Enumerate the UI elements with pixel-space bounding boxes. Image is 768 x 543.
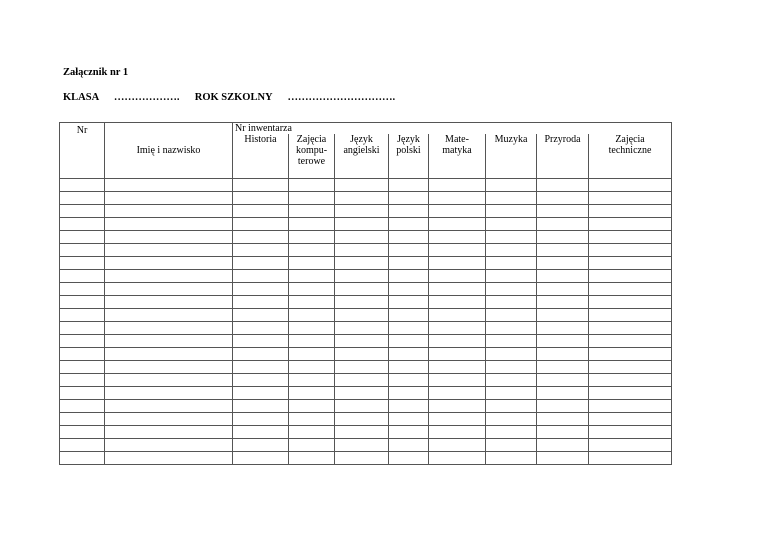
table-cell[interactable] xyxy=(389,283,429,296)
table-cell[interactable] xyxy=(335,296,389,309)
table-cell[interactable] xyxy=(429,192,486,205)
table-cell[interactable] xyxy=(429,374,486,387)
table-cell[interactable] xyxy=(60,296,105,309)
table-cell[interactable] xyxy=(429,218,486,231)
table-cell[interactable] xyxy=(105,413,233,426)
table-row xyxy=(60,387,672,400)
table-cell[interactable] xyxy=(589,244,672,257)
table-cell[interactable] xyxy=(289,192,335,205)
table-cell[interactable] xyxy=(289,218,335,231)
table-cell[interactable] xyxy=(289,296,335,309)
table-cell[interactable] xyxy=(60,309,105,322)
table-cell[interactable] xyxy=(60,335,105,348)
table-cell[interactable] xyxy=(537,283,589,296)
table-cell[interactable] xyxy=(589,257,672,270)
table-cell[interactable] xyxy=(233,374,289,387)
table-cell[interactable] xyxy=(289,257,335,270)
table-row xyxy=(60,348,672,361)
table-cell[interactable] xyxy=(486,413,537,426)
header-row-top xyxy=(60,123,672,135)
table-cell[interactable] xyxy=(289,335,335,348)
table-cell[interactable] xyxy=(389,452,429,465)
table-cell[interactable] xyxy=(429,205,486,218)
table-cell[interactable] xyxy=(537,426,589,439)
table-cell[interactable] xyxy=(289,309,335,322)
table-cell[interactable] xyxy=(289,413,335,426)
table-cell[interactable] xyxy=(105,192,233,205)
table-cell[interactable] xyxy=(60,244,105,257)
table-cell[interactable] xyxy=(429,426,486,439)
table-cell[interactable] xyxy=(60,400,105,413)
table-cell[interactable] xyxy=(429,179,486,192)
table-cell[interactable] xyxy=(289,374,335,387)
table-cell[interactable] xyxy=(429,387,486,400)
table-cell[interactable] xyxy=(486,387,537,400)
table-cell[interactable] xyxy=(429,296,486,309)
table-cell[interactable] xyxy=(389,361,429,374)
table-cell[interactable] xyxy=(429,309,486,322)
table-cell[interactable] xyxy=(60,348,105,361)
school-year-fill-line: …………………………. xyxy=(287,92,396,103)
table-cell[interactable] xyxy=(486,231,537,244)
table-cell[interactable] xyxy=(486,452,537,465)
table-cell[interactable] xyxy=(335,439,389,452)
table-cell[interactable] xyxy=(537,348,589,361)
table-cell[interactable] xyxy=(60,192,105,205)
subject-header-line: kompu- xyxy=(295,145,328,156)
subject-header-line: Historia xyxy=(244,134,277,145)
table-cell[interactable] xyxy=(589,361,672,374)
table-cell[interactable] xyxy=(486,205,537,218)
subject-header xyxy=(389,134,429,179)
table-cell[interactable] xyxy=(289,270,335,283)
table-row xyxy=(60,335,672,348)
subject-header xyxy=(589,134,672,179)
table-cell[interactable] xyxy=(289,426,335,439)
table-cell[interactable] xyxy=(60,231,105,244)
class-year-line xyxy=(63,92,395,103)
table-cell[interactable] xyxy=(537,322,589,335)
table-cell[interactable] xyxy=(429,452,486,465)
table-cell[interactable] xyxy=(537,296,589,309)
subject-header xyxy=(335,134,389,179)
table-cell[interactable] xyxy=(60,426,105,439)
class-label: KLASA xyxy=(63,92,99,103)
subject-header-line: techniczne xyxy=(608,145,652,156)
table-row xyxy=(60,296,672,309)
table-cell[interactable] xyxy=(537,400,589,413)
table-cell[interactable] xyxy=(537,205,589,218)
table-cell[interactable] xyxy=(335,374,389,387)
table-cell[interactable] xyxy=(537,270,589,283)
table-cell[interactable] xyxy=(389,257,429,270)
table-cell[interactable] xyxy=(60,322,105,335)
table-cell[interactable] xyxy=(233,413,289,426)
table-cell[interactable] xyxy=(537,179,589,192)
table-row xyxy=(60,452,672,465)
table-cell[interactable] xyxy=(537,452,589,465)
table-cell[interactable] xyxy=(105,387,233,400)
subject-header-line: Zajęcia xyxy=(615,134,645,145)
table-row xyxy=(60,426,672,439)
table-cell[interactable] xyxy=(289,400,335,413)
subject-header xyxy=(429,134,486,179)
table-cell[interactable] xyxy=(105,270,233,283)
table-cell[interactable] xyxy=(289,283,335,296)
table-cell[interactable] xyxy=(486,335,537,348)
table-cell[interactable] xyxy=(589,322,672,335)
table-cell[interactable] xyxy=(233,322,289,335)
table-cell[interactable] xyxy=(233,400,289,413)
table-row xyxy=(60,439,672,452)
table-cell[interactable] xyxy=(335,348,389,361)
table-cell[interactable] xyxy=(335,335,389,348)
table-cell[interactable] xyxy=(389,348,429,361)
table-cell[interactable] xyxy=(105,348,233,361)
table-cell[interactable] xyxy=(589,374,672,387)
table-cell[interactable] xyxy=(486,270,537,283)
table-cell[interactable] xyxy=(233,257,289,270)
table-cell[interactable] xyxy=(60,361,105,374)
table-cell[interactable] xyxy=(537,218,589,231)
table-cell[interactable] xyxy=(233,270,289,283)
table-cell[interactable] xyxy=(389,374,429,387)
table-cell[interactable] xyxy=(389,270,429,283)
table-cell[interactable] xyxy=(335,218,389,231)
table-cell[interactable] xyxy=(589,205,672,218)
table-cell[interactable] xyxy=(233,335,289,348)
table-cell[interactable] xyxy=(389,413,429,426)
table-cell[interactable] xyxy=(289,361,335,374)
table-cell[interactable] xyxy=(289,348,335,361)
table-cell[interactable] xyxy=(429,439,486,452)
table-cell[interactable] xyxy=(335,426,389,439)
table-row xyxy=(60,244,672,257)
table-cell[interactable] xyxy=(289,452,335,465)
table-cell[interactable] xyxy=(537,413,589,426)
table-cell[interactable] xyxy=(335,387,389,400)
table-cell[interactable] xyxy=(233,231,289,244)
table-cell[interactable] xyxy=(105,218,233,231)
table-cell[interactable] xyxy=(335,179,389,192)
table-cell[interactable] xyxy=(289,231,335,244)
table-cell[interactable] xyxy=(335,244,389,257)
table-cell[interactable] xyxy=(60,387,105,400)
table-cell[interactable] xyxy=(589,426,672,439)
table-cell[interactable] xyxy=(589,452,672,465)
table-cell[interactable] xyxy=(335,400,389,413)
table-cell[interactable] xyxy=(537,244,589,257)
table-cell[interactable] xyxy=(537,361,589,374)
table-cell[interactable] xyxy=(335,257,389,270)
table-cell[interactable] xyxy=(60,270,105,283)
table-cell[interactable] xyxy=(389,192,429,205)
subject-header-line: Mate- xyxy=(445,134,469,145)
table-cell[interactable] xyxy=(233,179,289,192)
table-cell[interactable] xyxy=(335,413,389,426)
table-cell[interactable] xyxy=(389,179,429,192)
subject-header-line: Zajęcia xyxy=(296,134,327,145)
table-cell[interactable] xyxy=(589,335,672,348)
table-cell[interactable] xyxy=(233,205,289,218)
table-cell[interactable] xyxy=(589,179,672,192)
table-cell[interactable] xyxy=(429,231,486,244)
table-cell[interactable] xyxy=(389,296,429,309)
table-row xyxy=(60,283,672,296)
table-cell[interactable] xyxy=(486,309,537,322)
table-cell[interactable] xyxy=(486,192,537,205)
table-cell[interactable] xyxy=(389,218,429,231)
table-cell[interactable] xyxy=(233,361,289,374)
table-row xyxy=(60,309,672,322)
table-cell[interactable] xyxy=(589,413,672,426)
inventory-number-header: Nr inwentarza xyxy=(233,123,672,135)
table-cell[interactable] xyxy=(105,257,233,270)
table-cell[interactable] xyxy=(486,400,537,413)
table-cell[interactable] xyxy=(537,231,589,244)
table-cell[interactable] xyxy=(233,426,289,439)
table-row xyxy=(60,179,672,192)
table-cell[interactable] xyxy=(233,218,289,231)
table-row xyxy=(60,192,672,205)
table-cell[interactable] xyxy=(335,231,389,244)
table-cell[interactable] xyxy=(486,257,537,270)
table-cell[interactable] xyxy=(537,257,589,270)
subject-header xyxy=(289,134,335,179)
subject-header-line: matyka xyxy=(442,145,472,156)
table-cell[interactable] xyxy=(537,309,589,322)
table-cell[interactable] xyxy=(233,439,289,452)
table-cell[interactable] xyxy=(105,374,233,387)
table-cell[interactable] xyxy=(105,439,233,452)
table-cell[interactable] xyxy=(389,322,429,335)
table-cell[interactable] xyxy=(486,283,537,296)
table-cell[interactable] xyxy=(389,387,429,400)
table-cell[interactable] xyxy=(335,309,389,322)
table-cell[interactable] xyxy=(429,348,486,361)
table-row xyxy=(60,322,672,335)
table-cell[interactable] xyxy=(429,413,486,426)
table-cell[interactable] xyxy=(60,179,105,192)
table-row xyxy=(60,400,672,413)
table-cell[interactable] xyxy=(335,283,389,296)
table-cell[interactable] xyxy=(589,309,672,322)
table-cell[interactable] xyxy=(335,192,389,205)
table-cell[interactable] xyxy=(429,400,486,413)
table-row xyxy=(60,374,672,387)
table-cell[interactable] xyxy=(486,439,537,452)
table-cell[interactable] xyxy=(233,283,289,296)
table-row xyxy=(60,231,672,244)
nr-header: Nr xyxy=(60,123,105,179)
subject-header xyxy=(233,134,289,179)
subject-header-line: polski xyxy=(396,145,421,156)
table-cell[interactable] xyxy=(60,374,105,387)
table-cell[interactable] xyxy=(289,205,335,218)
table-cell[interactable] xyxy=(429,322,486,335)
table-cell[interactable] xyxy=(105,179,233,192)
table-cell[interactable] xyxy=(105,205,233,218)
table-cell[interactable] xyxy=(429,257,486,270)
table-cell[interactable] xyxy=(335,452,389,465)
table-cell[interactable] xyxy=(105,296,233,309)
table-cell[interactable] xyxy=(429,361,486,374)
table-cell[interactable] xyxy=(589,218,672,231)
table-cell[interactable] xyxy=(429,270,486,283)
subject-header-line: Przyroda xyxy=(544,134,581,145)
table-cell[interactable] xyxy=(105,361,233,374)
table-row xyxy=(60,205,672,218)
subject-header xyxy=(486,134,537,179)
table-cell[interactable] xyxy=(589,270,672,283)
table-cell[interactable] xyxy=(105,231,233,244)
table-cell[interactable] xyxy=(486,322,537,335)
table-cell[interactable] xyxy=(60,413,105,426)
table-cell[interactable] xyxy=(589,192,672,205)
table-cell[interactable] xyxy=(335,205,389,218)
table-cell[interactable] xyxy=(589,231,672,244)
table-cell[interactable] xyxy=(335,361,389,374)
inventory-table xyxy=(59,122,672,465)
table-cell[interactable] xyxy=(105,426,233,439)
table-cell[interactable] xyxy=(429,244,486,257)
table-cell[interactable] xyxy=(289,179,335,192)
table-row xyxy=(60,257,672,270)
table-row xyxy=(60,218,672,231)
table-cell[interactable] xyxy=(537,374,589,387)
subject-header-line: Język xyxy=(397,134,420,145)
subject-header-line: angielski xyxy=(343,145,380,156)
table-row xyxy=(60,413,672,426)
table-cell[interactable] xyxy=(105,400,233,413)
table-cell[interactable] xyxy=(60,257,105,270)
school-year-label: ROK SZKOLNY xyxy=(194,92,273,103)
table-cell[interactable] xyxy=(589,439,672,452)
table-cell[interactable] xyxy=(589,400,672,413)
table-cell[interactable] xyxy=(389,426,429,439)
table-cell[interactable] xyxy=(537,335,589,348)
table-cell[interactable] xyxy=(589,348,672,361)
table-cell[interactable] xyxy=(105,452,233,465)
table-cell[interactable] xyxy=(589,283,672,296)
table-cell[interactable] xyxy=(389,335,429,348)
name-header: Imię i nazwisko xyxy=(105,123,233,179)
table-cell[interactable] xyxy=(60,205,105,218)
table-cell[interactable] xyxy=(537,439,589,452)
table-cell[interactable] xyxy=(486,361,537,374)
table-cell[interactable] xyxy=(589,387,672,400)
table-cell[interactable] xyxy=(289,244,335,257)
table-cell[interactable] xyxy=(389,400,429,413)
table-cell[interactable] xyxy=(486,374,537,387)
table-cell[interactable] xyxy=(233,452,289,465)
class-fill-line: ………………. xyxy=(113,92,180,103)
subject-header-line: terowe xyxy=(297,156,326,167)
table-cell[interactable] xyxy=(105,335,233,348)
table-cell[interactable] xyxy=(486,348,537,361)
table-cell[interactable] xyxy=(486,179,537,192)
table-cell[interactable] xyxy=(335,322,389,335)
table-cell[interactable] xyxy=(289,322,335,335)
table-cell[interactable] xyxy=(233,387,289,400)
table-cell[interactable] xyxy=(60,218,105,231)
table-row xyxy=(60,270,672,283)
table-cell[interactable] xyxy=(389,231,429,244)
table-cell[interactable] xyxy=(389,244,429,257)
table-cell[interactable] xyxy=(486,296,537,309)
table-cell[interactable] xyxy=(335,270,389,283)
table-cell[interactable] xyxy=(233,192,289,205)
table-cell[interactable] xyxy=(289,439,335,452)
table-cell[interactable] xyxy=(105,309,233,322)
table-cell[interactable] xyxy=(537,192,589,205)
table-cell[interactable] xyxy=(389,309,429,322)
table-cell[interactable] xyxy=(233,309,289,322)
table-cell[interactable] xyxy=(233,244,289,257)
table-cell[interactable] xyxy=(537,387,589,400)
table-cell[interactable] xyxy=(389,205,429,218)
table-cell[interactable] xyxy=(105,244,233,257)
table-cell[interactable] xyxy=(289,387,335,400)
table-cell[interactable] xyxy=(233,348,289,361)
table-cell[interactable] xyxy=(233,296,289,309)
table-cell[interactable] xyxy=(486,244,537,257)
table-cell[interactable] xyxy=(486,218,537,231)
table-cell[interactable] xyxy=(429,283,486,296)
table-row xyxy=(60,361,672,374)
subject-header-line: Muzyka xyxy=(494,134,528,145)
table-cell[interactable] xyxy=(105,283,233,296)
subject-header-line: Język xyxy=(350,134,373,145)
table-cell[interactable] xyxy=(105,322,233,335)
subject-header xyxy=(537,134,589,179)
table-cell[interactable] xyxy=(389,439,429,452)
table-cell[interactable] xyxy=(60,283,105,296)
table-cell[interactable] xyxy=(60,452,105,465)
table-cell[interactable] xyxy=(589,296,672,309)
table-cell[interactable] xyxy=(60,439,105,452)
attachment-title: Załącznik nr 1 xyxy=(63,67,129,78)
table-cell[interactable] xyxy=(486,426,537,439)
table-cell[interactable] xyxy=(429,335,486,348)
